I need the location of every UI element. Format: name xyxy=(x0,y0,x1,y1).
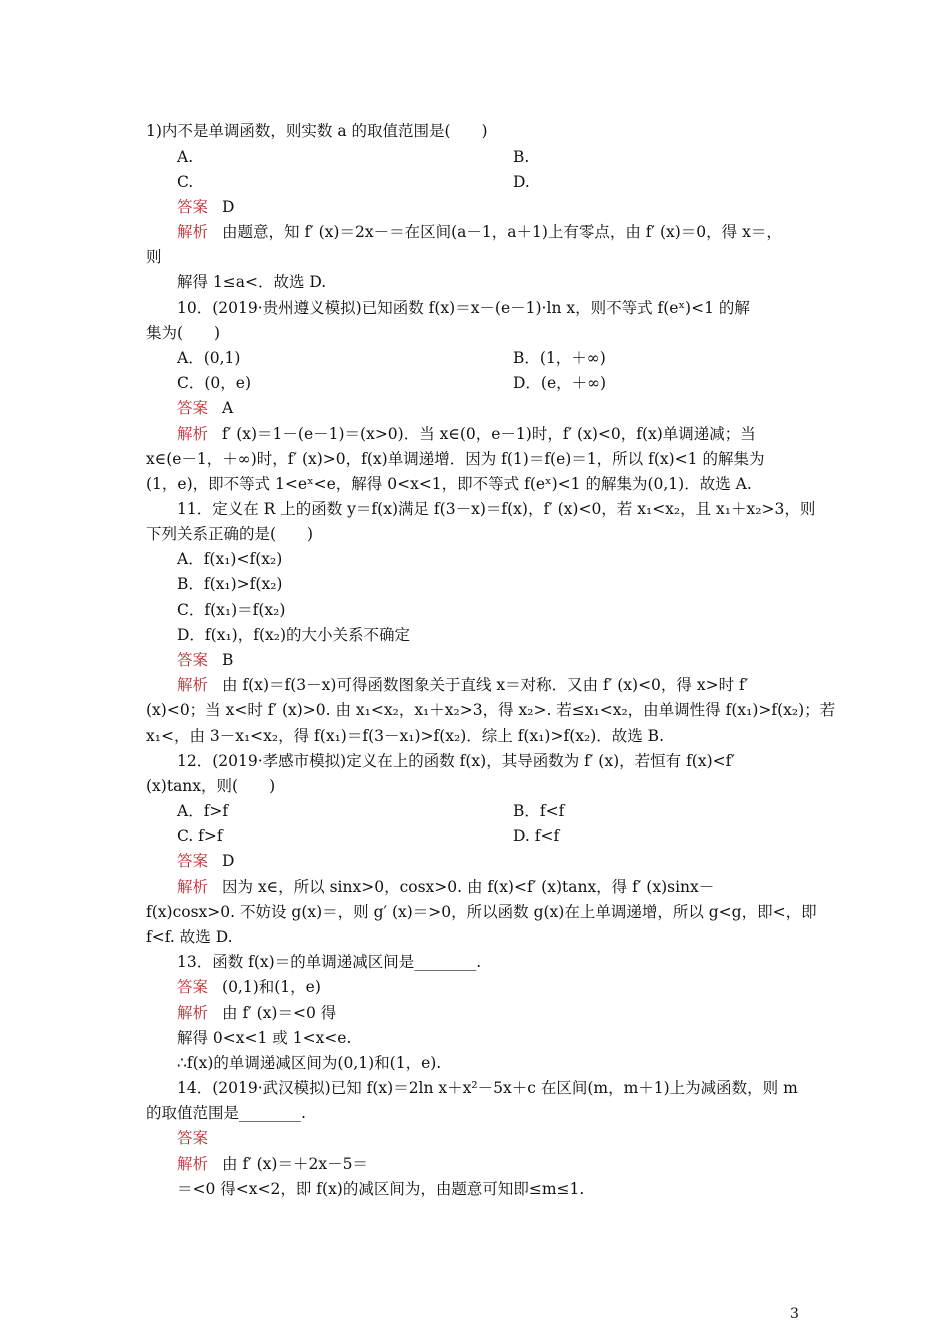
text-line: 下列关系正确的是( ) xyxy=(146,525,314,543)
analysis-text: 由 f′ (x)＝<0 得 xyxy=(222,1004,337,1022)
analysis-label: 解析 xyxy=(177,425,209,443)
answer-value: A xyxy=(222,399,234,417)
option-d: D. xyxy=(513,173,530,191)
answer-label: 答案 xyxy=(177,978,209,996)
text-line: x∈(e－1，＋∞)时，f′ (x)>0，f(x)单调递增．因为 f(1)＝f(e)＝1，所以 f(x)<1 的解集为 xyxy=(146,450,765,468)
text-line: 则 xyxy=(146,248,162,266)
text-line: (x)tanx，则( ) xyxy=(146,777,276,795)
answer-row xyxy=(177,851,234,873)
text-line: x₁<，由 3－x₁<x₂，得 f(x₁)＝f(3－x₁)>f(x₂)．综上 f(x₁)>f(x₂)．故选 B. xyxy=(146,727,664,745)
analysis-label: 解析 xyxy=(177,878,209,896)
option-a: A．f(x₁)<f(x₂) xyxy=(177,550,283,568)
text-line: (x)<0；当 x<时 f′ (x)>0. 由 x₁<x₂，x₁＋x₂>3，得 x₂>. 若≤x₁<x₂，由单调性得 f(x₁)>f(x₂)；若 xyxy=(146,701,836,719)
option-c: C．(0，e) xyxy=(177,374,251,392)
analysis-label: 解析 xyxy=(177,676,209,694)
analysis-label: 解析 xyxy=(177,1004,209,1022)
analysis-text: 因为 x∈，所以 sinx>0，cosx>0. 由 f(x)<f′ (x)tanx，得 f′ (x)sinx－ xyxy=(222,878,715,896)
option-a: A．(0,1) xyxy=(177,349,241,367)
page-number: 3 xyxy=(790,1306,799,1322)
option-c: C．f(x₁)＝f(x₂) xyxy=(177,601,286,619)
analysis-label: 解析 xyxy=(177,223,209,241)
option-d: D．f(x₁)，f(x₂)的大小关系不确定 xyxy=(177,626,411,644)
option-b: B．(1，＋∞) xyxy=(513,349,606,367)
text-line: 解得 1≤a<．故选 D. xyxy=(177,273,327,291)
question-12: 12．(2019·孝感市模拟)定义在上的函数 f(x)，其导函数为 f′ (x)，若恒有 f(x)<f′ xyxy=(177,752,735,770)
text-line: 集为( ) xyxy=(146,324,221,342)
analysis-row xyxy=(177,877,714,899)
text-line: f(x)cosx>0. 不妨设 g(x)＝，则 g′ (x)＝>0，所以函数 g(x)在上单调递增，所以 g<g，即<，即 xyxy=(146,903,817,921)
option-d: D. f<f xyxy=(513,827,560,845)
text-line: ＝<0 得<x<2，即 f(x)的减区间为，由题意可知即≤m≤1. xyxy=(177,1180,585,1198)
answer-row xyxy=(177,977,321,999)
question-13: 13．函数 f(x)＝的单调递减区间是________. xyxy=(177,953,482,971)
option-b: B．f(x₁)>f(x₂) xyxy=(177,575,283,593)
text-line: (1，e)，即不等式 1<eˣ<e，解得 0<x<1，即不等式 f(eˣ)<1 的解集为(0,1)．故选 A. xyxy=(146,475,752,493)
answer-label: 答案 xyxy=(177,399,209,417)
question-11: 11．定义在 R 上的函数 y＝f(x)满足 f(3－x)＝f(x)，f′ (x)<0，若 x₁<x₂，且 x₁＋x₂>3，则 xyxy=(177,500,816,518)
answer-label: 答案 xyxy=(177,1129,209,1147)
question-10: 10．(2019·贵州遵义模拟)已知函数 f(x)＝x－(e－1)·ln x，则不等式 f(eˣ)<1 的解 xyxy=(177,299,750,317)
text-line: 1)内不是单调函数，则实数 a 的取值范围是( ) xyxy=(146,122,488,140)
option-b: B. xyxy=(513,148,530,166)
analysis-row xyxy=(177,222,782,244)
analysis-row xyxy=(177,1003,336,1025)
answer-label: 答案 xyxy=(177,651,209,669)
text-line: ∴f(x)的单调递减区间为(0,1)和(1，e). xyxy=(177,1054,442,1072)
answer-value: (0,1)和(1，e) xyxy=(222,978,321,996)
text-line: 解得 0<x<1 或 1<x<e. xyxy=(177,1029,352,1047)
answer-value: B xyxy=(222,651,234,669)
question-14: 14．(2019·武汉模拟)已知 f(x)＝2ln x＋x²－5x＋c 在区间(m，m＋1)上为减函数，则 m xyxy=(177,1079,798,1097)
analysis-row xyxy=(177,675,748,697)
answer-row xyxy=(177,197,234,219)
option-c: C. f>f xyxy=(177,827,223,845)
option-b: B．f<f xyxy=(513,802,565,820)
answer-row xyxy=(177,398,233,420)
option-c: C. xyxy=(177,173,194,191)
option-a: A．f>f xyxy=(177,802,229,820)
analysis-label: 解析 xyxy=(177,1155,209,1173)
analysis-text: f′ (x)＝1－(e－1)＝(x>0)．当 x∈(0，e－1)时，f′ (x)<0，f(x)单调递减；当 xyxy=(222,425,756,443)
answer-label: 答案 xyxy=(177,198,209,216)
answer-row xyxy=(177,650,233,672)
option-d: D．(e，＋∞) xyxy=(513,374,607,392)
option-a: A. xyxy=(177,148,194,166)
analysis-row xyxy=(177,424,756,446)
answer-value: D xyxy=(222,198,235,216)
text-line: 的取值范围是________. xyxy=(146,1104,306,1122)
text-line: f<f. 故选 D. xyxy=(146,928,233,946)
analysis-text: 由题意，知 f′ (x)＝2x－＝在区间(a－1，a＋1)上有零点，由 f′ (x)＝0，得 x＝， xyxy=(222,223,782,241)
analysis-row xyxy=(177,1154,368,1176)
analysis-text: 由 f′ (x)＝＋2x－5＝ xyxy=(222,1155,368,1173)
answer-row xyxy=(177,1128,208,1150)
answer-label: 答案 xyxy=(177,852,209,870)
analysis-text: 由 f(x)＝f(3－x)可得函数图象关于直线 x＝对称．又由 f′ (x)<0，得 x>时 f′ xyxy=(222,676,749,694)
answer-value: D xyxy=(222,852,235,870)
